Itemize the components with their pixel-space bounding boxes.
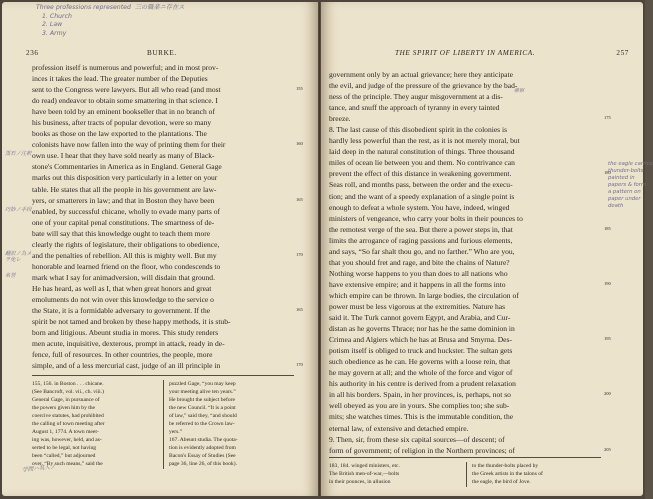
- text-line: such obedience as he can. He governs with a loose rein, that: [329, 357, 511, 367]
- notes-rule: [32, 375, 294, 376]
- note-line: Bacon's Essay of Studies (See: [169, 453, 236, 460]
- notes-divider: [466, 462, 467, 487]
- text-line: one of your capital penal constitutions. The smartness of de-: [32, 217, 215, 227]
- text-line: laid deep in the natural constitution of things. Three thousand: [329, 147, 515, 157]
- line-number: 160: [296, 141, 303, 147]
- text-line: eternal law, of extensive and detached empire.: [329, 423, 469, 433]
- text-line: spirit be not tamed and broken by these happy methods, it is stub-: [32, 317, 231, 327]
- note-line: coercive statutes, had prohibited: [32, 413, 104, 420]
- notes-rule: [329, 457, 601, 458]
- text-line: and the penalties of rebellion. All this is mighty well. But my: [32, 250, 217, 260]
- text-line: bate will say that this knowledge ought to teach them more: [32, 228, 211, 238]
- note-line: be referred to the Crown law-: [169, 421, 235, 428]
- margin-gloss: 黒石ノ注釈: [5, 151, 32, 158]
- line-number: 175: [604, 115, 611, 121]
- text-line: men acute, inquisitive, dexterous, prompt in attack, ready in de-: [32, 339, 225, 349]
- text-line: which empire can be thrown. In large bodies, the circulation of: [329, 290, 519, 300]
- text-line: 9. Then, sir, from these six capital sources—of descent; of: [329, 434, 505, 444]
- text-line: tion; and the want of a speedy explanation of a single point is: [329, 191, 515, 201]
- margin-gloss: 名誉: [5, 272, 16, 279]
- line-number: 170: [296, 362, 303, 368]
- margin-gloss: thunder-bolts: [608, 168, 644, 174]
- text-line: books as those on the law exported to the plantations. The: [32, 129, 207, 139]
- margin-gloss: death: [608, 203, 624, 209]
- text-line: form of government; of religion in the Northern provinces; of: [329, 445, 515, 455]
- line-number: 195: [604, 336, 611, 342]
- text-line: well obeyed as you are in yours. She complies too; she sub-: [329, 401, 510, 411]
- margin-gloss: 巧妙ノ手段: [5, 206, 32, 213]
- text-line: have been told by an eminent bookseller that in no branch of: [32, 107, 215, 117]
- margin-gloss: papers & form: [608, 182, 647, 188]
- text-line: and says, “So far shalt thou go, and no farther.” Who are you,: [329, 246, 515, 256]
- note-line: page 36, line 26, of this book).: [169, 461, 237, 468]
- text-line: in all his borders. Spain, in her provinces, is, perhaps, not so: [329, 390, 511, 400]
- note-line: August 1, 1774. A town meet-: [32, 429, 99, 436]
- right-notes-column-2: [472, 462, 602, 486]
- note-line: He brought the subject before: [169, 397, 235, 404]
- line-number: 205: [604, 446, 611, 452]
- handwritten-note-bottom: 学問ハ其人ノ: [21, 464, 56, 474]
- margin-gloss: a pattern on: [608, 189, 641, 195]
- notes-divider: [163, 380, 164, 469]
- note-line: to the thunder-bolts placed by: [472, 463, 539, 469]
- note-line: The British men-of-war,—bolts: [329, 471, 400, 478]
- text-line: colonists have now fallen into the way of printing them for their: [32, 140, 226, 150]
- right-notes-column-1: [329, 462, 459, 486]
- text-line: prevent the effect of this distance in weakening government.: [329, 169, 512, 179]
- text-line: the State, it is a formidable adversary to government. If the: [32, 306, 211, 316]
- left-notes-column-2: [169, 380, 294, 469]
- text-line: own use. I hear that they have sold nearly as many of Black-: [32, 151, 215, 161]
- note-line: the Greek artists in the talons of: [472, 471, 543, 478]
- margin-gloss: paper under: [608, 196, 641, 202]
- note-line: over. “By such means,” said the: [32, 461, 103, 468]
- left-page: [2, 2, 318, 496]
- text-line: table. He states that all the people in his government are law-: [32, 184, 217, 194]
- running-head: BURKE.: [147, 49, 177, 57]
- note-line: ing was, however, held, and as-: [32, 437, 102, 444]
- right-page-body: [329, 69, 599, 456]
- text-line: born and litigious. Abeunt studia in mores. This study renders: [32, 328, 219, 338]
- text-line: said it. The Turk cannot govern Egypt, and Arabia, and Cur-: [329, 313, 511, 323]
- text-line: simple, and of a less mercurial cast, judge of an ill principle in: [32, 361, 221, 371]
- line-number: 200: [604, 391, 611, 397]
- text-line: do read) endeavor to obtain some smattering in that science. I: [32, 96, 218, 106]
- text-line: Nothing worse happens to you than does to all nations who: [329, 268, 508, 278]
- text-line: ministers of vengeance, who carry your bolts in their pounces to: [329, 213, 523, 223]
- text-line: potism itself is obliged to truck and huckster. The sultan gets: [329, 346, 513, 356]
- text-line: clearly the rights of legislature, their obligations to obedience,: [32, 239, 220, 249]
- text-line: hardly less powerful than the rest, as it is not merely moral, but: [329, 136, 520, 146]
- text-line: breeze.: [329, 114, 351, 124]
- note-line: tion is evidently adopted from: [169, 445, 236, 452]
- note-line: 183, 184. winged ministers, etc.: [329, 463, 400, 469]
- note-line: of law,” said they, “and should: [169, 413, 237, 420]
- text-line: tance, and snuff the approach of tyranny in every tainted: [329, 103, 500, 113]
- text-line: the evil, and judge of the pressure of the grievance by the bad-: [329, 81, 518, 91]
- note-line: in their pounces, in allusion: [329, 479, 391, 486]
- note-line: your meeting alive ten years.”: [169, 389, 236, 396]
- note-line: serted to be legal, not having: [32, 445, 97, 452]
- text-line: miles of ocean lie between you and them. No contrivance can: [329, 158, 515, 168]
- text-line: emoluments do not win over this knowledge to the service o: [32, 294, 214, 304]
- line-number: 185: [604, 225, 611, 231]
- line-number: 180: [604, 170, 611, 176]
- text-line: the remotest verge of the sea. But there a power steps in, that: [329, 224, 513, 234]
- text-line: that you should fret and rage, and bite the chains of Nature?: [329, 257, 510, 267]
- text-line: he may govern at all; and the whole of the force and vigor of: [329, 368, 513, 378]
- handwritten-line: 1. Church: [42, 12, 72, 20]
- text-line: have extensive empire; and it happens in all the forms into: [329, 279, 506, 289]
- margin-gloss: 翻訳ノ為メ: [5, 250, 32, 257]
- note-line: General Gage, in pursuance of: [32, 397, 100, 404]
- line-number: 165: [296, 196, 303, 202]
- note-line: the eagle, the bird of Jove.: [472, 479, 531, 486]
- page-number: 257: [616, 49, 629, 57]
- note-line: yers.”: [169, 429, 183, 436]
- handwritten-line: Three professions represented: [36, 4, 131, 11]
- page-number: 236: [26, 49, 39, 57]
- line-number: 170: [296, 251, 303, 257]
- margin-gloss: the eagle carries: [608, 161, 653, 167]
- text-line: enough to defeat a whole system. You have, indeed, winged: [329, 202, 510, 212]
- inline-gloss: 推察: [514, 88, 525, 94]
- text-line: He has heard, as well as I, that when great honors and great: [32, 283, 212, 293]
- right-page: [321, 2, 653, 496]
- note-line: puzzled Gage, “you may keep: [169, 381, 236, 387]
- text-line: his business, after tracts of popular devotion, were so many: [32, 118, 212, 128]
- note-line: been “called,” but adjourned: [32, 453, 96, 460]
- left-page-body: [32, 62, 294, 371]
- text-line: government only by an actual grievance; here they anticipate: [329, 70, 513, 79]
- note-line: the powers given him by the: [32, 405, 96, 412]
- text-line: fence, full of resources. In other countries, the people, more: [32, 350, 213, 360]
- running-head: THE SPIRIT OF LIBERTY IN AMERICA.: [395, 49, 536, 57]
- note-line: the calling of town meeting after: [32, 421, 105, 428]
- text-line: limits the arrogance of raging passions and furious elements,: [329, 235, 513, 245]
- note-line: (See Bancroft, vol. vii., ch. viii.): [32, 389, 104, 396]
- note-line: the new Council. “It is a point: [169, 405, 236, 412]
- handwritten-line: 3. Army: [42, 29, 67, 37]
- text-line: ness of the principle. They augur misgovernment at a dis-: [329, 92, 503, 102]
- right-page-header: [395, 49, 629, 57]
- text-line: stone's Commentaries in America as in England. General Gage: [32, 162, 222, 172]
- handwritten-note-top: [36, 4, 184, 38]
- text-line: honorable and learned friend on the floor, who condescends to: [32, 261, 221, 271]
- handwritten-line: 2. Law: [42, 21, 63, 29]
- text-line: marks out this disposition very particularly in a letter on your: [32, 173, 218, 183]
- text-line: mits; she watches times. This is the immutable condition, the: [329, 412, 514, 422]
- line-number: 190: [604, 280, 611, 286]
- note-line: 155, 156. in Boston . . . chicane.: [32, 381, 104, 387]
- text-line: enabled, by successful chicane, wholly to evade many parts of: [32, 206, 220, 216]
- margin-gloss: painted in: [608, 175, 635, 181]
- text-line: yers, or smatterers in law; and that in Boston they have been: [32, 195, 215, 205]
- left-notes-column-1: [32, 380, 156, 469]
- line-number: 165: [296, 307, 303, 313]
- left-page-header: [26, 49, 298, 57]
- note-line: 167. Abeunt studia. The quota-: [169, 437, 238, 444]
- line-number: 155: [296, 86, 303, 92]
- text-line: sent to the Congress were lawyers. But all who read (and most: [32, 85, 221, 95]
- text-line: inces it takes the lead. The greater number of the Deputies: [32, 74, 208, 84]
- text-line: mark what I say for animadversion, will disdain that ground.: [32, 272, 215, 282]
- handwritten-gloss: 三の職業ニ存在ス: [134, 4, 185, 11]
- text-line: 8. The last cause of this disobedient spirit in the colonies is: [329, 125, 508, 135]
- text-line: power must be less vigorous at the extremities. Nature has: [329, 301, 506, 311]
- margin-gloss: ヲ免レ: [5, 256, 21, 263]
- text-line: Crimea and Algiers which he has at Brusa and Smyrna. Des-: [329, 335, 512, 345]
- text-line: his authority in his centre is derived from a prudent relaxation: [329, 379, 516, 389]
- text-line: Seas roll, and months pass, between the order and the execu-: [329, 180, 513, 190]
- text-line: profession itself is numerous and powerful; and in most prov-: [32, 63, 219, 72]
- text-line: distan as he governs Thrace; nor has he the same dominion in: [329, 324, 515, 334]
